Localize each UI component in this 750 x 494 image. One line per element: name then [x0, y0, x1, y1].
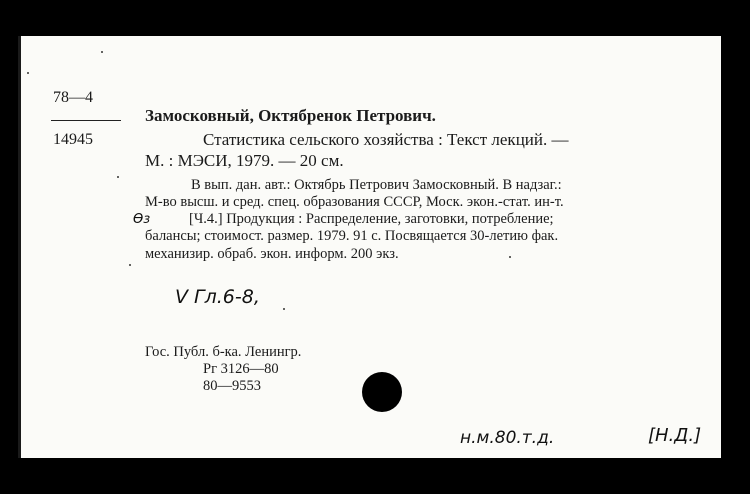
- title-line-1: Статистика сельского хозяйства : Текст лекций. —: [203, 130, 569, 149]
- speck: [27, 72, 29, 74]
- note-line-4: балансы; стоимост. размер. 1979. 91 с. Посвящается 30-летию фак.: [145, 228, 559, 244]
- note-line-2: М-во высш. и сред. спец. образования СССР, Моск. экон.-стат. ин-т.: [145, 194, 564, 210]
- handwritten-bottom-right: [Н.Д.]: [648, 425, 702, 446]
- call-number-top: 78—4: [53, 89, 93, 106]
- note-line-3: [Ч.4.] Продукция : Распределение, заготовки, потребление;: [189, 211, 554, 227]
- handwritten-margin-mark: Өз: [133, 212, 151, 227]
- catalog-card: [18, 36, 721, 458]
- note-line-1: В вып. дан. авт.: Октябрь Петрович Замосковный. В надзаг.:: [191, 177, 562, 193]
- library-name: Гос. Публ. б-ка. Ленингр.: [145, 344, 302, 360]
- author-heading: Замосковный, Октябренок Петрович.: [145, 106, 436, 125]
- speck: [509, 256, 511, 258]
- registration-number-2: 80—9553: [203, 378, 261, 394]
- call-number-bottom: 14945: [53, 131, 93, 148]
- call-number-divider: [51, 120, 121, 121]
- speck: [129, 264, 131, 266]
- speck: [101, 51, 103, 53]
- speck: [283, 308, 285, 310]
- handwritten-bottom-left: н.м.80.т.д.: [460, 428, 555, 448]
- title-line-2: М. : МЭСИ, 1979. — 20 см.: [145, 151, 344, 170]
- punch-hole: [362, 372, 402, 412]
- handwritten-chapter-mark: V Гл.6-8,: [175, 286, 260, 308]
- note-line-5: механизир. обраб. экон. информ. 200 экз.: [145, 246, 399, 262]
- registration-number-1: Рг 3126—80: [203, 361, 279, 377]
- speck: [117, 176, 119, 178]
